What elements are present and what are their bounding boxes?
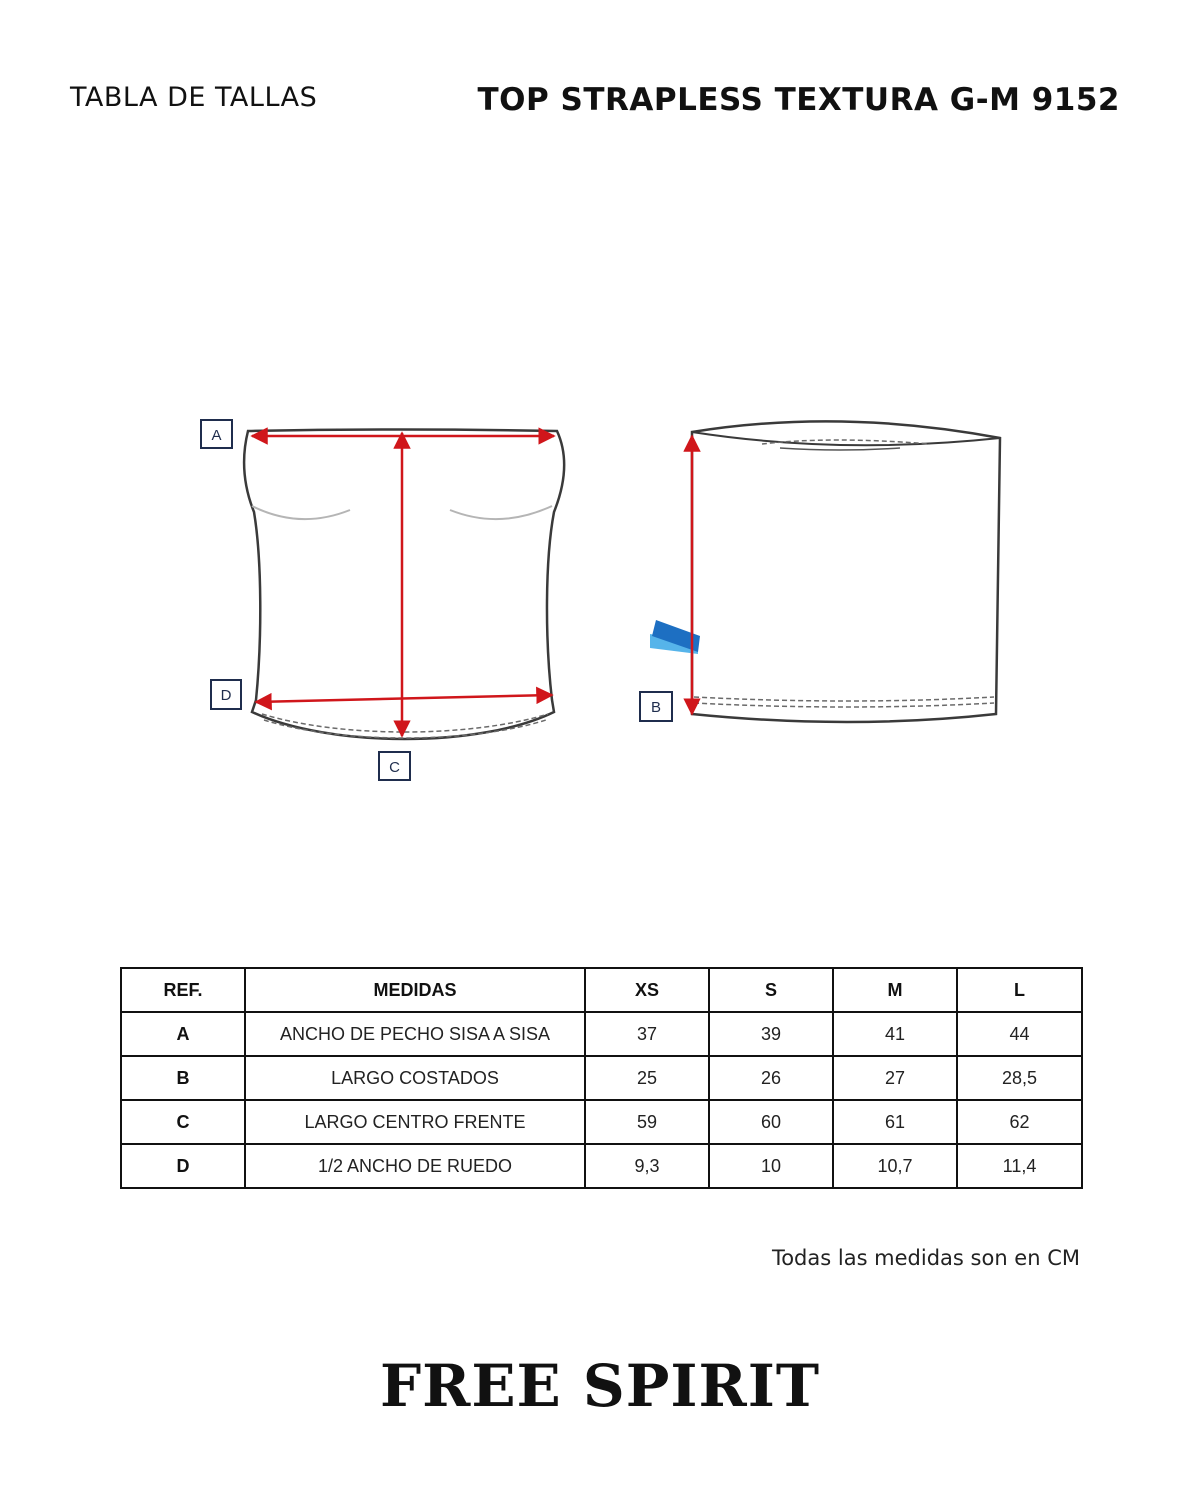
header-s: S (709, 968, 833, 1012)
label-c: C (389, 759, 400, 776)
back-neckline-shadow (780, 448, 900, 450)
front-outline (244, 430, 564, 740)
label-a: A (211, 427, 222, 444)
back-neckline-inner (692, 432, 1000, 445)
measure-arrow-d (256, 695, 552, 702)
cell-s: 60 (709, 1100, 833, 1144)
front-bust-curve-left (252, 506, 350, 519)
cell-xs: 37 (585, 1012, 709, 1056)
cell-xs: 9,3 (585, 1144, 709, 1188)
units-note: Todas las medidas son en CM (771, 1246, 1080, 1270)
header-l: L (957, 968, 1082, 1012)
cell-xs: 59 (585, 1100, 709, 1144)
cell-m: 27 (833, 1056, 957, 1100)
cell-l: 44 (957, 1012, 1082, 1056)
page-title: TABLA DE TALLAS (70, 82, 318, 113)
front-bust-curve-right (450, 506, 552, 519)
back-outline (692, 421, 1000, 722)
cell-ref: D (121, 1144, 245, 1188)
header-measure: MEDIDAS (245, 968, 585, 1012)
cell-m: 61 (833, 1100, 957, 1144)
table-row (121, 1144, 1082, 1188)
cell-s: 39 (709, 1012, 833, 1056)
cell-xs: 25 (585, 1056, 709, 1100)
table-row (121, 1012, 1082, 1056)
brand-logo: FREE SPIRIT (379, 1352, 821, 1420)
size-table (120, 967, 1083, 1189)
header-m: M (833, 968, 957, 1012)
table-row (121, 1056, 1082, 1100)
back-hem-stitch-1 (694, 697, 994, 701)
cell-l: 62 (957, 1100, 1082, 1144)
cell-l: 28,5 (957, 1056, 1082, 1100)
cell-ref: A (121, 1012, 245, 1056)
cell-m: 41 (833, 1012, 957, 1056)
cell-measure: LARGO CENTRO FRENTE (245, 1100, 585, 1144)
cell-measure: LARGO COSTADOS (245, 1056, 585, 1100)
cell-measure: 1/2 ANCHO DE RUEDO (245, 1144, 585, 1188)
cell-l: 11,4 (957, 1144, 1082, 1188)
header-xs: XS (585, 968, 709, 1012)
front-view (201, 420, 564, 780)
label-d: D (220, 687, 232, 704)
header-ref: REF. (121, 968, 245, 1012)
cell-ref: C (121, 1100, 245, 1144)
back-hem-stitch-2 (694, 703, 994, 707)
table-row (121, 1100, 1082, 1144)
label-b: B (650, 699, 662, 716)
product-title: TOP STRAPLESS TEXTURA G-M 9152 (477, 82, 1120, 118)
back-view (640, 421, 1000, 722)
cell-m: 10,7 (833, 1144, 957, 1188)
cell-ref: B (121, 1056, 245, 1100)
cell-s: 26 (709, 1056, 833, 1100)
table-header-row (121, 968, 1082, 1012)
cell-measure: ANCHO DE PECHO SISA A SISA (245, 1012, 585, 1056)
cell-s: 10 (709, 1144, 833, 1188)
